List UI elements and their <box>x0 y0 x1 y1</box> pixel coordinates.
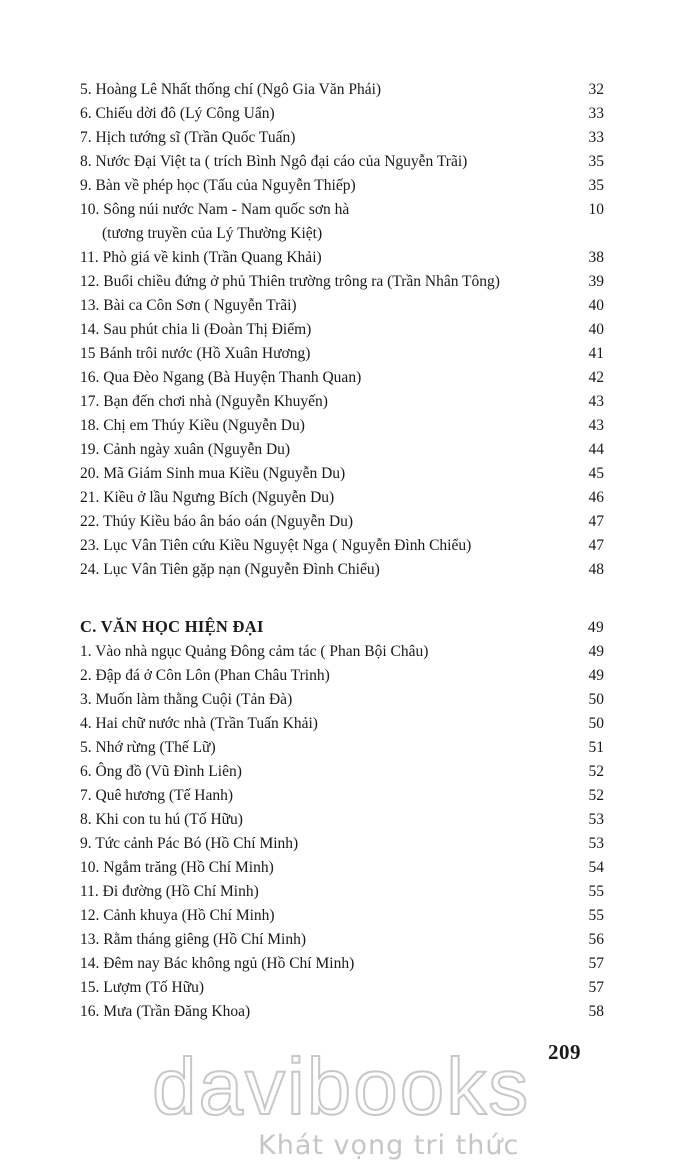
toc-entry-title: 5. Nhớ rừng (Thế Lữ) <box>80 739 216 756</box>
toc-entry-title: 10. Sông núi nước Nam - Nam quốc sơn hà <box>80 201 350 218</box>
toc-entry <box>80 174 604 198</box>
toc-entry-page: 33 <box>588 129 604 146</box>
toc-entry <box>80 438 604 462</box>
table-of-contents <box>80 78 604 1024</box>
toc-entry <box>80 856 604 880</box>
page-number: 209 <box>548 1040 581 1064</box>
toc-entry-page: 39 <box>588 273 604 290</box>
toc-entry <box>80 222 604 246</box>
toc-entry-title: 4. Hai chữ nước nhà (Trần Tuấn Khải) <box>80 715 318 732</box>
toc-entry-page: 45 <box>588 465 604 482</box>
toc-entry-title: 5. Hoàng Lê Nhất thống chí (Ngô Gia Văn Phái) <box>80 81 382 98</box>
toc-entry <box>80 808 604 832</box>
toc-entry-title: 7. Hịch tướng sĩ (Trần Quốc Tuấn) <box>80 129 296 146</box>
toc-entry-title: 24. Lục Vân Tiên gặp nạn (Nguyễn Đình Chiểu) <box>80 561 380 578</box>
toc-entry <box>80 510 604 534</box>
toc-entry <box>80 736 604 760</box>
toc-entry-page: 53 <box>588 835 604 852</box>
toc-entry-page: 53 <box>588 811 604 828</box>
toc-entry-page: 35 <box>588 153 604 170</box>
toc-entry <box>80 832 604 856</box>
toc-entry-title: 23. Lục Vân Tiên cứu Kiều Nguyệt Nga ( Nguyễn Đình Chiểu) <box>80 537 472 554</box>
toc-entry-page: 57 <box>588 955 604 972</box>
toc-entry-page: 58 <box>588 1003 604 1020</box>
toc-entry-title: 13. Bài ca Côn Sơn ( Nguyễn Trãi) <box>80 297 297 314</box>
toc-entry <box>80 534 604 558</box>
toc-entry-page: 10 <box>588 201 604 218</box>
toc-entry <box>80 664 604 688</box>
toc-entry <box>80 150 604 174</box>
toc-entry <box>80 928 604 952</box>
toc-entry-page: 54 <box>588 859 604 876</box>
toc-entry-title: 10. Ngắm trăng (Hồ Chí Minh) <box>80 859 274 876</box>
toc-entry-title: 7. Quê hương (Tế Hanh) <box>80 787 234 804</box>
toc-entry <box>80 294 604 318</box>
toc-entry-page: 49 <box>588 643 604 660</box>
toc-entry <box>80 558 604 582</box>
toc-entry <box>80 688 604 712</box>
toc-entry-title: 6. Chiếu dời đô (Lý Công Uẩn) <box>80 105 275 122</box>
toc-entry-page: 41 <box>588 345 604 362</box>
toc-entry <box>80 78 604 102</box>
toc-entry-title: 15. Lượm (Tố Hữu) <box>80 979 205 996</box>
toc-entry <box>80 904 604 928</box>
toc-entry <box>80 246 604 270</box>
toc-entry-title: (tương truyền của Lý Thường Kiệt) <box>102 225 323 242</box>
toc-entry-page: 47 <box>588 513 604 530</box>
toc-entry-page: 44 <box>588 441 604 458</box>
toc-entry-title: 11. Đi đường (Hồ Chí Minh) <box>80 883 259 900</box>
toc-entry <box>80 1000 604 1024</box>
toc-entry-title: 20. Mã Giám Sinh mua Kiều (Nguyễn Du) <box>80 465 346 482</box>
toc-entry-page: 40 <box>588 321 604 338</box>
toc-entry <box>80 414 604 438</box>
toc-entry <box>80 366 604 390</box>
toc-entry <box>80 198 604 222</box>
toc-entry-page: 38 <box>588 249 604 266</box>
toc-entry-page: 46 <box>588 489 604 506</box>
toc-entry-page: 55 <box>588 907 604 924</box>
toc-entry <box>80 462 604 486</box>
toc-entry-title: 13. Rằm tháng giêng (Hồ Chí Minh) <box>80 931 307 948</box>
toc-entry-title: 19. Cảnh ngày xuân (Nguyễn Du) <box>80 441 291 458</box>
toc-entry <box>80 976 604 1000</box>
section-page: 49 <box>587 619 604 636</box>
toc-entry-title: 15 Bánh trôi nước (Hồ Xuân Hương) <box>80 345 311 362</box>
toc-entry-title: 6. Ông đồ (Vũ Đình Liên) <box>80 763 242 780</box>
toc-entry-title: 17. Bạn đến chơi nhà (Nguyễn Khuyến) <box>80 393 328 410</box>
section-title: C. VĂN HỌC HIỆN ĐẠI <box>80 617 264 636</box>
toc-entry-page: 40 <box>588 297 604 314</box>
toc-entry <box>80 342 604 366</box>
toc-entry-page: 55 <box>588 883 604 900</box>
toc-entry <box>80 712 604 736</box>
toc-entry-title: 9. Tức cảnh Pác Bó (Hồ Chí Minh) <box>80 835 299 852</box>
toc-entry-page: 49 <box>588 667 604 684</box>
toc-entry-page: 52 <box>588 787 604 804</box>
toc-entry <box>80 102 604 126</box>
toc-entry-title: 21. Kiều ở lầu Ngưng Bích (Nguyễn Du) <box>80 489 335 506</box>
toc-entry <box>80 952 604 976</box>
svg-text:davibooks: davibooks <box>152 1042 531 1131</box>
toc-entry-title: 8. Nước Đại Việt ta ( trích Bình Ngô đại cáo của Nguyễn Trãi) <box>80 153 468 170</box>
toc-entry <box>80 640 604 664</box>
toc-list-classical <box>80 78 604 582</box>
toc-entry-title: 2. Đập đá ở Côn Lôn (Phan Châu Trinh) <box>80 667 330 684</box>
davibooks-watermark-logo <box>150 1042 590 1166</box>
toc-entry-title: 1. Vào nhà ngục Quảng Đông cảm tác ( Phan Bội Châu) <box>80 643 429 660</box>
toc-entry-page: 43 <box>588 393 604 410</box>
toc-entry-title: 14. Đêm nay Bác không ngủ (Hồ Chí Minh) <box>80 955 355 972</box>
toc-entry-page: 47 <box>588 537 604 554</box>
toc-entry <box>80 784 604 808</box>
toc-entry-title: 3. Muốn làm thằng Cuội (Tản Đà) <box>80 691 293 708</box>
toc-list-modern <box>80 640 604 1024</box>
toc-entry-title: 12. Cảnh khuya (Hồ Chí Minh) <box>80 907 275 924</box>
toc-entry-page: 52 <box>588 763 604 780</box>
section-heading <box>80 614 604 640</box>
toc-entry-page: 33 <box>588 105 604 122</box>
toc-entry-page: 32 <box>588 81 604 98</box>
toc-entry-title: 22. Thúy Kiều báo ân báo oán (Nguyễn Du) <box>80 513 354 530</box>
toc-entry-page: 35 <box>588 177 604 194</box>
toc-entry-page: 48 <box>588 561 604 578</box>
toc-entry-page: 56 <box>588 931 604 948</box>
toc-entry <box>80 390 604 414</box>
toc-entry <box>80 270 604 294</box>
toc-entry-page: 43 <box>588 417 604 434</box>
toc-entry <box>80 486 604 510</box>
toc-entry-title: 14. Sau phút chia li (Đoàn Thị Điểm) <box>80 321 312 338</box>
toc-entry-page: 50 <box>588 715 604 732</box>
toc-entry-title: 16. Mưa (Trần Đăng Khoa) <box>80 1003 251 1020</box>
toc-entry <box>80 880 604 904</box>
toc-entry <box>80 126 604 150</box>
toc-entry-page: 50 <box>588 691 604 708</box>
toc-entry-title: 16. Qua Đèo Ngang (Bà Huyện Thanh Quan) <box>80 369 362 386</box>
svg-text:Khát vọng tri thức: Khát vọng tri thức <box>258 1130 520 1161</box>
toc-entry-page: 57 <box>588 979 604 996</box>
toc-entry-title: 9. Bàn về phép học (Tấu của Nguyễn Thiếp) <box>80 177 356 194</box>
toc-entry-title: 12. Buổi chiều đứng ở phủ Thiên trường trông ra (Trần Nhân Tông) <box>80 273 500 290</box>
toc-entry-page: 42 <box>588 369 604 386</box>
toc-entry-title: 11. Phò giá về kinh (Trần Quang Khải) <box>80 249 322 266</box>
toc-entry <box>80 318 604 342</box>
toc-entry <box>80 760 604 784</box>
toc-entry-title: 8. Khi con tu hú (Tố Hữu) <box>80 811 243 828</box>
toc-entry-title: 18. Chị em Thúy Kiều (Nguyễn Du) <box>80 417 305 434</box>
toc-entry-page: 51 <box>588 739 604 756</box>
